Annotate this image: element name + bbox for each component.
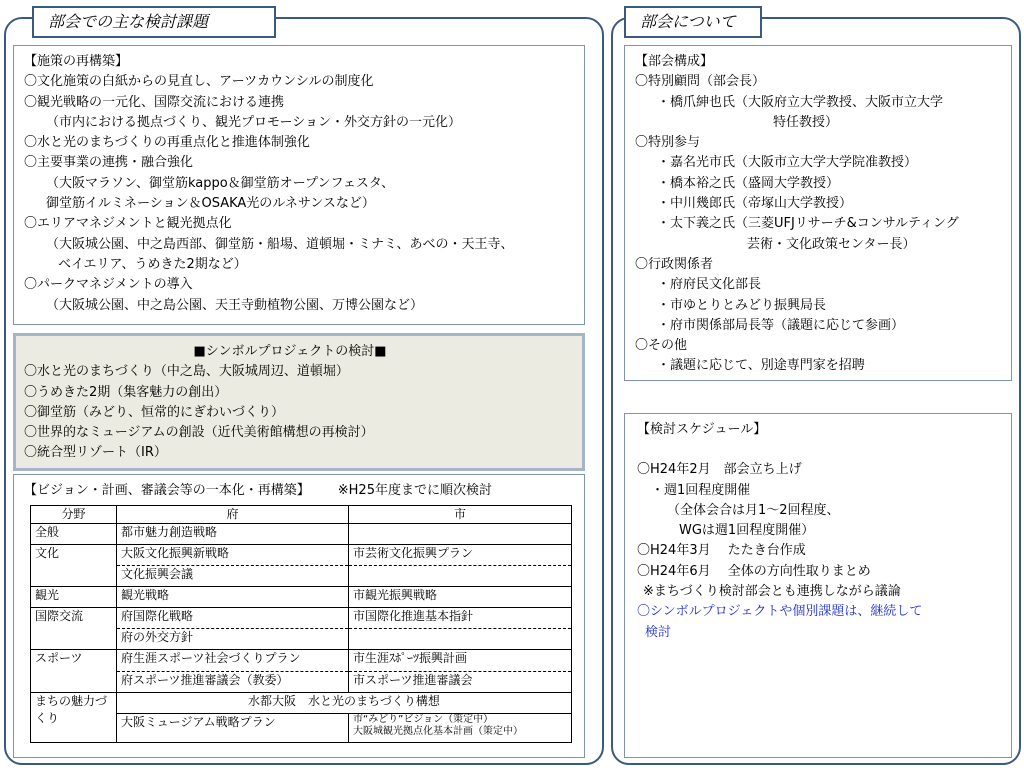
schedule-box <box>624 413 1012 758</box>
prefecture-cell: 観光戦略 <box>117 587 349 608</box>
text-line: （大阪城公園、中之島公園、天王寺動植物公園、万博公園など） <box>46 297 424 313</box>
text-line: 【施策の再構築】 <box>24 54 129 69</box>
field-cell: スポーツ <box>31 650 117 692</box>
symbol-project-item: 〇統合型リゾート（IR） <box>24 445 167 461</box>
header-prefecture: 府 <box>117 506 349 524</box>
city-cell: 市生涯ｽﾎﾟｰﾂ振興計画 <box>349 650 572 671</box>
city-cell: 市国際化推進基本指針 <box>349 608 572 629</box>
text-line: 〇H24年6月 全体の方向性取りまとめ <box>637 563 871 579</box>
text-line: 〇パークマネジメントの導入 <box>24 277 193 293</box>
text-line: 〇H24年2月 部会立ち上げ <box>637 462 802 478</box>
city-cell <box>349 524 572 545</box>
policy-reform-box <box>13 45 585 325</box>
city-cell: 市芸術文化振興プラン <box>349 545 572 566</box>
field-cell: 観光 <box>31 587 117 608</box>
city-cell-line: 大阪城観光拠点化基本計画（策定中） <box>353 725 523 737</box>
schedule-list <box>637 460 1011 643</box>
table-row <box>31 524 572 545</box>
text-line: 〇行政関係者 <box>635 256 714 272</box>
text-line: （大阪城公園、中之島西部、御堂筋・船場、道頓堀・ミナミ、あべの・天王寺、 <box>46 236 514 252</box>
text-line: （全体会合は月1～2回程度、 <box>667 502 840 518</box>
city-cell: 市観光振興戦略 <box>349 587 572 608</box>
symbol-project-item: 〇世界的なミュージアムの創設（近代美術館構想の再検討） <box>24 425 374 441</box>
table-row <box>31 545 572 566</box>
header-city: 市 <box>349 506 572 524</box>
text-line: 〇文化施策の白紙からの見直し、アーツカウンシルの制度化 <box>24 74 374 90</box>
right-panel-title: 部会について <box>624 6 762 38</box>
text-line: 〇エリアマネジメントと観光拠点化 <box>24 216 232 232</box>
plan-table <box>30 505 572 743</box>
text-line: ・府府民文化部長 <box>657 277 762 293</box>
text-line: ・嘉名光市氏（大阪市立大学大学院准教授） <box>657 155 918 171</box>
text-line: ・中川幾郎氏（帝塚山大学教授） <box>657 196 853 212</box>
text-line: 【部会構成】 <box>635 54 714 69</box>
city-cell <box>349 713 572 742</box>
text-line: ・太下義之氏（三菱UFJリサーチ&コンサルティング <box>657 216 959 232</box>
text-line: ※まちづくり検討部会とも連携しながら議論 <box>643 584 901 600</box>
symbol-project-box <box>13 333 585 471</box>
field-cell: 国際交流 <box>31 608 117 650</box>
symbol-project-list <box>24 362 582 463</box>
city-cell <box>349 629 572 650</box>
city-cell: 市スポーツ推進審議会 <box>349 671 572 692</box>
symbol-project-title: ■シンボルプロジェクトの検討■ <box>193 344 387 359</box>
table-row <box>31 692 572 713</box>
prefecture-cell: 府国際化戦略 <box>117 608 349 629</box>
text-line: ・橋本裕之氏（盛岡大学教授） <box>657 175 840 191</box>
vision-title: 【ビジョン・計画、審議会等の一本化・再構築】 <box>24 483 310 498</box>
symbol-project-item: 〇御堂筋（みどり、恒常的にぎわいづくり） <box>24 404 285 420</box>
text-line: 〇観光戦略の一元化、国際交流における連携 <box>24 94 285 110</box>
prefecture-cell: 都市魅力創造戦略 <box>117 524 349 545</box>
text-line: ・府市関係部局長等（議題に応じて参画） <box>657 317 905 333</box>
text-line: ・週1回程度開催 <box>651 482 751 498</box>
table-header-row <box>31 506 572 524</box>
text-line: 特任教授） <box>773 114 839 130</box>
city-cell-line: 市“みどり”ビジョン（策定中） <box>353 713 494 725</box>
text-line: ・市ゆとりとみどり振興局長 <box>657 297 827 313</box>
vision-box <box>13 474 585 758</box>
city-cell <box>349 566 572 587</box>
committee-composition-box <box>624 45 1012 381</box>
table-row <box>31 650 572 671</box>
text-line: 〇水と光のまちづくりの再重点化と推進体制強化 <box>24 135 310 151</box>
left-panel-title: 部会での主な検討課題 <box>32 6 276 38</box>
text-line: WGは週1回程度開催） <box>679 523 815 539</box>
field-cell: 文化 <box>31 545 117 587</box>
text-line: ・議題に応じて、別途専門家を招聘 <box>657 358 865 374</box>
text-line: 〇その他 <box>635 338 688 354</box>
text-line: 〇主要事業の連携・融合強化 <box>24 155 194 171</box>
vision-header <box>24 481 584 501</box>
schedule-title: 【検討スケジュール】 <box>637 422 767 437</box>
text-line: 〇シンボルプロジェクトや個別課題は、継続して <box>637 604 923 620</box>
prefecture-cell: 府の外交方針 <box>117 629 349 650</box>
prefecture-cell: 府スポーツ推進審議会（教委） <box>117 671 349 692</box>
table-row <box>31 587 572 608</box>
header-field: 分野 <box>31 506 117 524</box>
text-line: 〇H24年3月 たたき台作成 <box>637 543 806 559</box>
text-line: （市内における拠点づくり、観光プロモーション・外交方針の一元化） <box>46 114 461 130</box>
vision-note: ※H25年度までに順次検討 <box>337 483 492 498</box>
text-line: 検討 <box>645 624 672 640</box>
text-line: 〇特別参与 <box>635 135 701 151</box>
shared-cell: 水都大阪 水と光のまちづくり構想 <box>117 692 572 713</box>
schedule-spacer <box>637 440 1011 460</box>
symbol-project-item: 〇水と光のまちづくり（中之島、大阪城周辺、道頓堀） <box>24 364 349 380</box>
text-line: 芸術・文化政策センター長） <box>747 236 916 252</box>
text-line: ベイエリア、うめきた2期など） <box>58 256 247 272</box>
prefecture-cell: 大阪ミュージアム戦略プラン <box>117 713 349 742</box>
prefecture-cell: 大阪文化振興新戦略 <box>117 545 349 566</box>
text-line: （大阪マラソン、御堂筋kappo＆御堂筋オープンフェスタ、 <box>46 175 395 191</box>
field-cell: 全般 <box>31 524 117 545</box>
table-row <box>31 608 572 629</box>
symbol-project-item: 〇うめきた2期（集客魅力の創出） <box>24 384 228 400</box>
text-line: 御堂筋イルミネーション＆OSAKA光のルネサンスなど） <box>46 196 375 212</box>
text-line: 〇特別顧問（部会長） <box>635 74 766 90</box>
field-cell: まちの魅力づくり <box>31 692 117 742</box>
text-line: ・橋爪紳也氏（大阪府立大学教授、大阪市立大学 <box>657 94 944 110</box>
prefecture-cell: 文化振興会議 <box>117 566 349 587</box>
prefecture-cell: 府生涯スポーツ社会づくりプラン <box>117 650 349 671</box>
